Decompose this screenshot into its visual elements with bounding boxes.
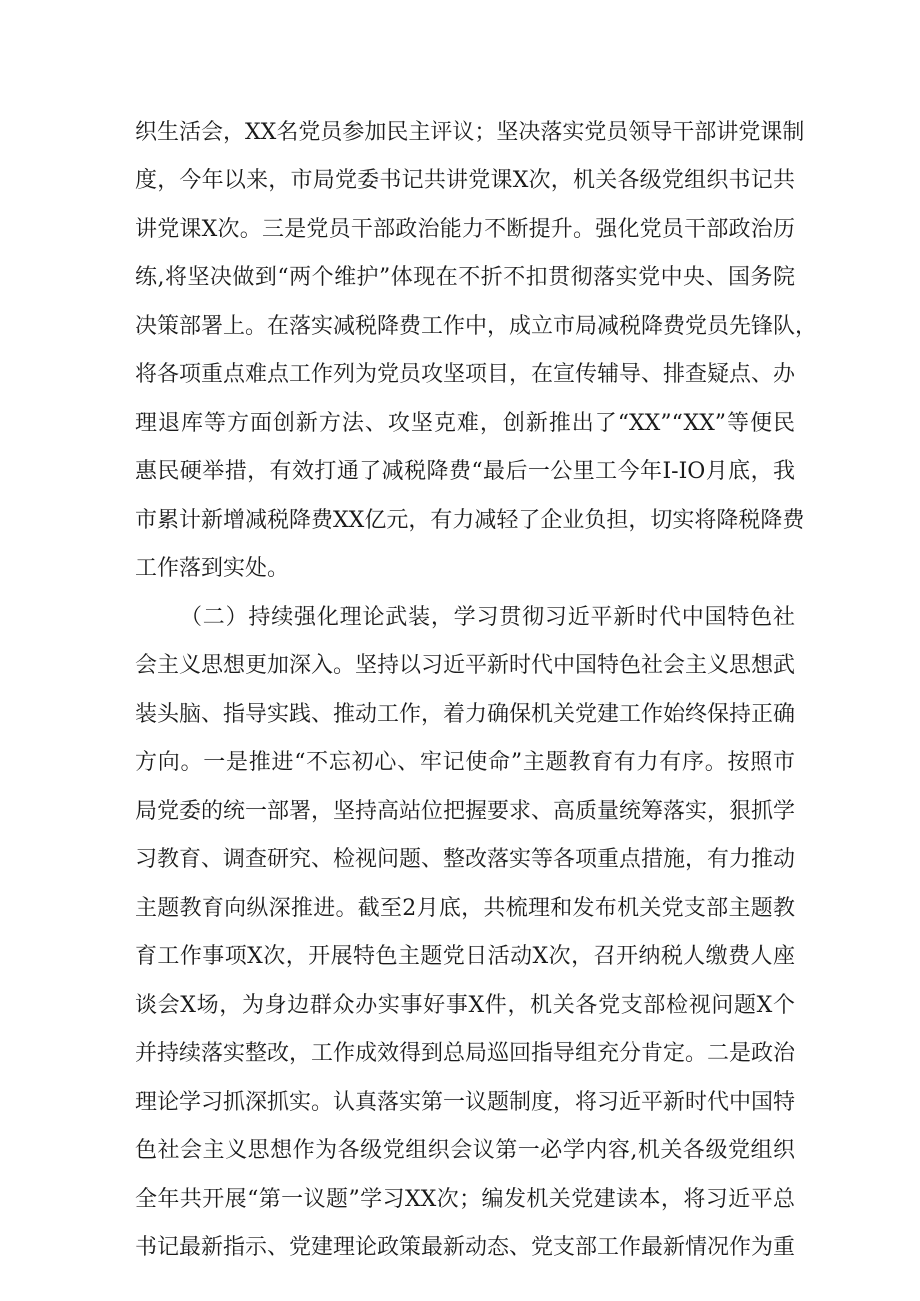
body-text-line: 工作落到实处。 [135,556,290,581]
body-text-line: 练,将坚决做到“两个维护”体现在不折不扣贯彻落实党中央、国务院 [135,265,795,290]
body-text-line: 育工作事项X次，开展特色主题党日活动X次，召开纳税人缴费人座 [135,944,795,969]
body-text-line: 会主义思想更加深入。坚持以习近平新时代中国特色社会主义思想武 [135,653,796,678]
body-text-line: 谈会X场，为身边群众办实事好事X件，机关各党支部检视问题X个 [135,993,795,1018]
body-text-line: 理退库等方面创新方法、攻坚克难，创新推出了“XX”“XX”等便民 [135,411,795,436]
body-text-line: 理论学习抓深抓实。认真落实第一议题制度，将习近平新时代中国特 [135,1090,796,1115]
body-text-line: 惠民硬举措，有效打通了减税降费“最后一公里工今年I-IO月底，我 [135,459,795,484]
body-text-line: 局党委的统一部署，坚持高站位把握要求、高质量统筹落实，狠抓学 [135,799,796,824]
body-text-line: 度，今年以来，市局党委书记共讲党课X次，机关各级党组织书记共 [135,168,795,193]
body-text-line: 全年共开展“第一议题”学习XX次；编发机关党建读本，将习近平总 [135,1187,795,1212]
body-text-line: 装头脑、指导实践、推动工作，着力确保机关党建工作始终保持正确 [135,702,796,727]
section-heading-line: （二）持续强化理论武装，学习贯彻习近平新时代中国特色社 [180,605,795,630]
body-text-line: 决策部署上。在落实减税降费工作中，成立市局减税降费党员先锋队， [135,314,818,339]
body-text-line: 市累计新增减税降费XX亿元，有力减轻了企业负担，切实将降税降费 [135,508,805,533]
body-text-line: 并持续落实整改，工作成效得到总局巡回指导组充分肯定。二是政治 [135,1041,796,1066]
body-text-line: 将各项重点难点工作列为党员攻坚项目，在宣传辅导、排查疑点、办 [135,362,796,387]
body-text-line: 主题教育向纵深推进。截至2月底，共梳理和发布机关党支部主题教 [135,896,795,921]
body-text-line: 习教育、调查研究、检视问题、整改落实等各项重点措施，有力推动 [135,847,796,872]
body-text-line: 色社会主义思想作为各级党组织会议第一必学内容,机关各级党组织 [135,1138,795,1163]
body-text-line: 织生活会，XX名党员参加民主评议；坚决落实党员领导干部讲党课制 [135,120,805,145]
body-text-line: 讲党课X次。三是党员干部政治能力不断提升。强化党员干部政治历 [135,217,795,242]
body-text-line: 书记最新指示、党建理论政策最新动态、党支部工作最新情况作为重 [135,1235,796,1260]
body-text-line: 方向。一是推进“不忘初心、牢记使命”主题教育有力有序。按照市 [135,750,795,775]
